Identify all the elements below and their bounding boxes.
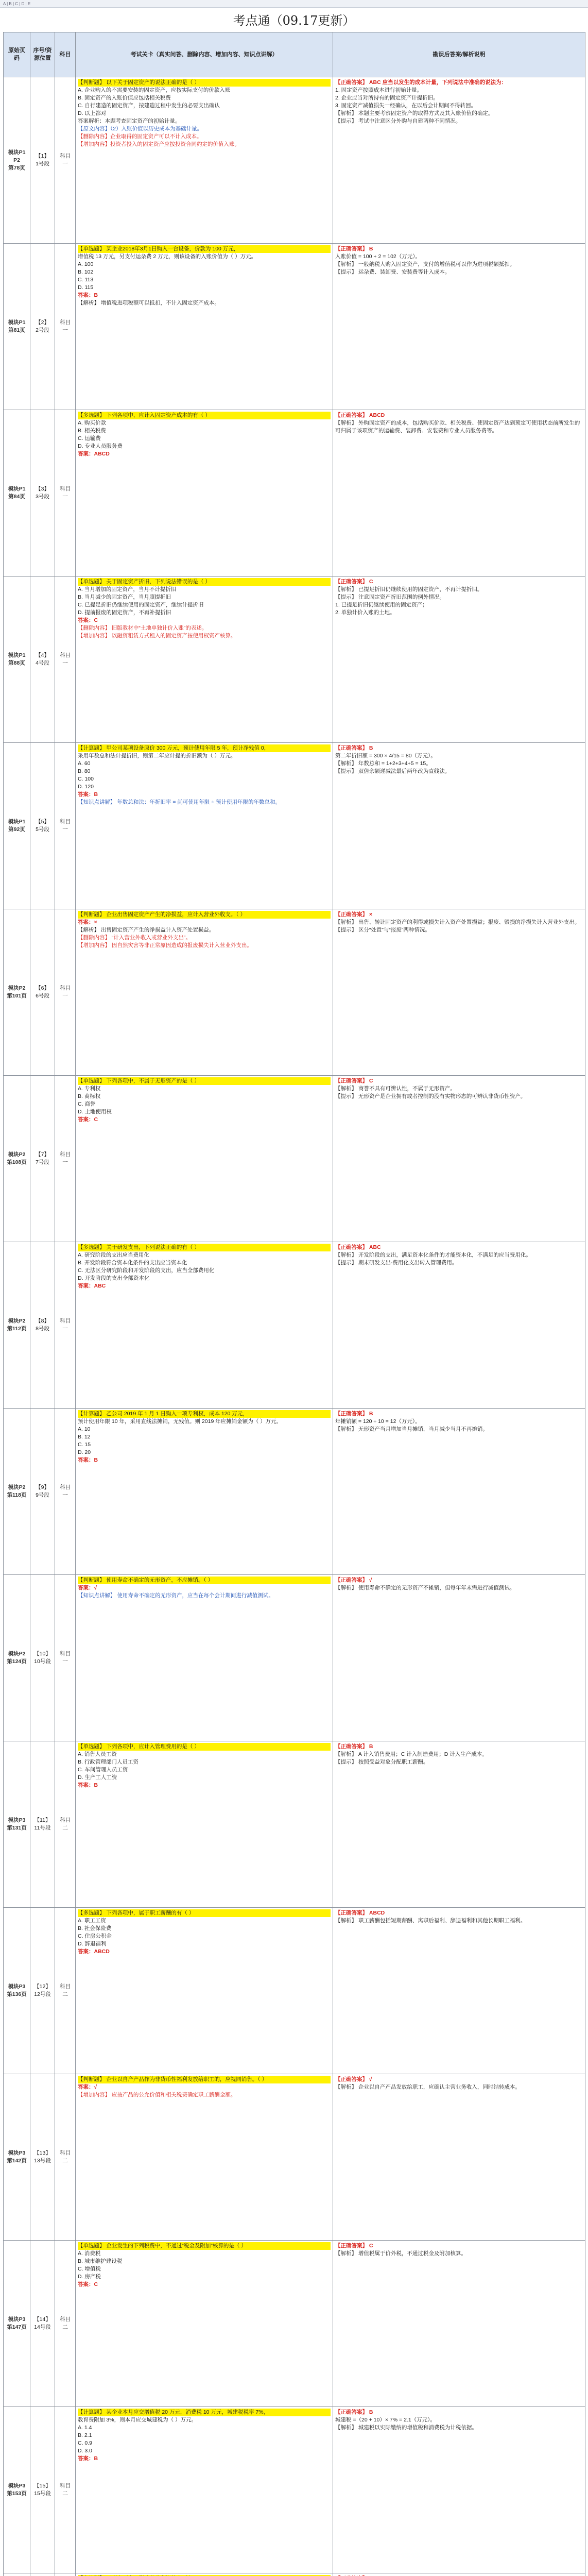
question-line: A. 60: [78, 760, 91, 767]
question-line: 【判断题】 使用寿命不确定的无形资产，不应摊销。（ ）: [78, 1577, 331, 1584]
cell-subject: [55, 2573, 76, 2576]
answer-line: 1. 固定资产按照成本进行初始计量。: [335, 87, 423, 93]
cell-answer: [333, 1242, 585, 1409]
answer-line: 【正确答案】 C: [335, 2243, 373, 2249]
answer-line: 【正确答案】 ABC: [335, 1244, 381, 1250]
question-line: 【单选题】 关于固定资产折旧，下列说法错误的是（ ）: [78, 578, 331, 586]
answer-line: 【正确答案】 C: [335, 579, 373, 585]
cell-source: [4, 2573, 30, 2576]
cell-source: 模块P1 P2 第78页: [4, 77, 30, 244]
answer-line: 【解析】 本题主要考察固定资产的取得方式及其入账价值的确定。: [335, 110, 494, 116]
answer-line: 【正确答案】 B: [335, 745, 373, 751]
question-line: B. 80: [78, 768, 91, 774]
question-line: 【单选题】 下列各项中，应计入管理费用的是（ ）: [78, 1743, 331, 1751]
question-line: C. 113: [78, 277, 94, 283]
answer-line: 【解析】 开发阶段的支出，满足资本化条件的才能资本化，不满足的应当费用化。: [335, 1252, 531, 1258]
cell-subject: 科目一: [55, 410, 76, 577]
answer-line: 【解析】 无形资产当月增加当月摊销，当月减少当月不再摊销。: [335, 1426, 488, 1432]
question-line: 【多选题】 下列各项中，应计入固定资产成本的有（ ）: [78, 412, 331, 419]
question-line: C. 增值税: [78, 2266, 101, 2272]
question-line: C. 商誉: [78, 1101, 96, 1107]
table-row: [4, 1908, 585, 2074]
answer-line: 【正确答案】 ABC 应当以发生的成本计量，下列说法中准确的说法为：: [335, 79, 507, 86]
question-line: 【增加内容】 应按产品的公允价值和相关税费确定职工薪酬金额。: [78, 2092, 236, 2098]
cell-question: [76, 410, 333, 577]
answer-line: 【提示】 按照受益对象分配职工薪酬。: [335, 1759, 429, 1765]
cell-answer: [333, 2407, 585, 2573]
answer-line: 1. 已提足折旧仍继续使用的固定资产；: [335, 602, 428, 608]
question-line: D. 3.0: [78, 2448, 93, 2454]
question-line: A. 当月增加的固定资产，当月不计提折旧: [78, 586, 177, 592]
question-line: 【解析】 增值税进项税额可以抵扣，不计入固定资产成本。: [78, 300, 220, 306]
cell-source: 模块P2 第118页: [4, 1409, 30, 1575]
answer-line: 【解析】 一般纳税人购入固定资产，支付的增值税可以作为进项税额抵扣。: [335, 261, 515, 267]
cell-source: 模块P3 第136页: [4, 1908, 30, 2074]
question-line: 答案：C: [78, 617, 98, 623]
cell-sequence: 【13】 13号段: [30, 2074, 55, 2241]
question-line: 【增加内容】投资者投入的固定资产应按投资合同约定的价值入账。: [78, 141, 240, 147]
question-line: 【判断题】 企业出售固定资产产生的净损益，应计入营业外收支。（ ）: [78, 911, 331, 919]
table-row: [4, 577, 585, 743]
question-line: B. 当月减少的固定资产，当月照提折旧: [78, 594, 171, 600]
cell-sequence: 【11】 11号段: [30, 1741, 55, 1908]
answer-line: 【正确答案】 B: [335, 1411, 373, 1417]
cell-subject: 科目一: [55, 1242, 76, 1409]
cell-source: 模块P2 第124页: [4, 1575, 30, 1741]
question-line: 【多选题】 关于研发支出，下列说法正确的有（ ）: [78, 1244, 331, 1251]
answer-line: 【解析】 年数总和 = 1+2+3+4+5 = 15。: [335, 760, 431, 767]
answer-line: 【正确答案】 ABCD: [335, 412, 385, 418]
cell-sequence: 【5】 5号段: [30, 743, 55, 909]
cell-sequence: 【6】 6号段: [30, 909, 55, 1076]
cell-answer: [333, 743, 585, 909]
question-line: C. 15: [78, 1442, 91, 1448]
cell-question: [76, 244, 333, 410]
question-line: D. 土地使用权: [78, 1109, 112, 1115]
answer-line: 【解析】 商誉不具有可辨认性，不属于无形资产。: [335, 1086, 456, 1092]
table-row: [4, 1409, 585, 1575]
question-line: 答案：×: [78, 919, 97, 925]
question-line: B. 固定资产的入账价值应包括相关税费: [78, 95, 171, 101]
cell-answer: [333, 2074, 585, 2241]
question-line: 【计算题】 某企业本月应交增值税 20 万元，消费税 10 万元，城建税税率 7%，: [78, 2409, 331, 2416]
question-line: D. 115: [78, 284, 94, 291]
answer-line: 【解析】 企业以自产产品发放给职工，应确认主营业务收入，同时结转成本。: [335, 2084, 521, 2090]
question-line: A. 购买价款: [78, 420, 106, 426]
cell-sequence: 【2】 2号段: [30, 244, 55, 410]
answer-line: 【提示】 双倍余额递减法最后两年改为直线法。: [335, 768, 451, 774]
question-line: A. 研究阶段的支出应当费用化: [78, 1252, 149, 1258]
answer-line: 年摊销额 = 120 ÷ 10 = 12（万元）。: [335, 1418, 421, 1425]
answer-line: 【解析】 使用寿命不确定的无形资产不摊销，但每年年末需进行减值测试。: [335, 1585, 515, 1591]
table-row: [4, 2241, 585, 2407]
question-line: 【单选题】 企业发生的下列税费中，不通过“税金及附加”核算的是（ ）: [78, 2242, 331, 2250]
question-line: 答案：C: [78, 1116, 98, 1123]
question-line: B. 相关税费: [78, 428, 106, 434]
answer-line: 【提示】 期末研发支出-费用化支出转入管理费用。: [335, 1260, 458, 1266]
cell-subject: 科目二: [55, 2241, 76, 2407]
question-line: C. 运输费: [78, 435, 101, 442]
cell-subject: 科目二: [55, 2074, 76, 2241]
cell-answer: [333, 77, 585, 244]
question-line: 【删除内容】企业取得的固定资产可以不计入成本。: [78, 133, 202, 140]
cell-source: 模块P3 第153页: [4, 2407, 30, 2573]
answer-line: 城建税 =（20 + 10）× 7% = 2.1（万元）。: [335, 2417, 436, 2423]
question-line: C. 车间管理人员工资: [78, 1767, 128, 1773]
question-line: 答案：B: [78, 292, 98, 298]
question-line: C. 0.9: [78, 2440, 93, 2446]
question-line: D. 房产税: [78, 2274, 101, 2280]
answer-line: 【解析】 外购固定资产的成本，包括购买价款、相关税费、使固定资产达到预定可使用状态前所发生的可归属于该项资产的运输费、装卸费、安装费和专业人员服务费等。: [335, 420, 580, 434]
question-line: 答案：√: [78, 2084, 97, 2090]
cell-question: [76, 1242, 333, 1409]
cell-subject: 科目一: [55, 244, 76, 410]
cell-question: [76, 1908, 333, 2074]
cell-subject: 科目一: [55, 1076, 76, 1242]
question-line: 【计算题】 乙公司 2019 年 1 月 1 日购入一项专利权，成本 120 万元，: [78, 1410, 331, 1418]
table-row: [4, 244, 585, 410]
question-line: B. 2.1: [78, 2432, 92, 2438]
table-row: [4, 1076, 585, 1242]
cell-subject: 科目二: [55, 2407, 76, 2573]
question-line: 【计算题】 甲公司某项设备原价 300 万元，预计使用年限 5 年，预计净残值 0，: [78, 744, 331, 752]
question-line: 答案：ABCD: [78, 451, 110, 457]
table-row: [4, 1575, 585, 1741]
question-line: D. 120: [78, 784, 94, 790]
question-line: D. 以上都对: [78, 110, 107, 116]
cell-question: [76, 2573, 333, 2576]
cell-subject: 科目一: [55, 1575, 76, 1741]
question-line: C. 住房公积金: [78, 1933, 112, 1939]
question-line: 答案：B: [78, 1457, 98, 1463]
ruler-text: A | B | C | D | E: [3, 1, 31, 6]
table-row: [4, 77, 585, 244]
cell-answer: [333, 1908, 585, 2074]
column-ruler: [0, 0, 588, 8]
cell-source: 模块P3 第142页: [4, 2074, 30, 2241]
question-line: 采用年数总和法计提折旧，则第二年应计提的折旧额为（ ）万元。: [78, 753, 236, 759]
question-line: A. 消费税: [78, 2250, 101, 2257]
question-line: A. 100: [78, 261, 94, 267]
question-line: 答案：B: [78, 1782, 98, 1788]
cell-question: [76, 743, 333, 909]
cell-question: [76, 2241, 333, 2407]
question-line: A. 专利权: [78, 1086, 101, 1092]
cell-sequence: 【4】 4号段: [30, 577, 55, 743]
question-line: B. 开发阶段符合资本化条件的支出应当资本化: [78, 1260, 187, 1266]
question-line: 【知识点讲解】 使用寿命不确定的无形资产，应当在每个会计期间进行减值测试。: [78, 1592, 274, 1599]
cell-answer: [333, 909, 585, 1076]
answer-line: 3. 固定资产减值损失一经确认，在以后会计期间不得转回。: [335, 103, 477, 109]
cell-subject: 科目一: [55, 577, 76, 743]
header-source: 原始页码: [4, 32, 30, 77]
cell-question: [76, 2074, 333, 2241]
cell-question: [76, 1575, 333, 1741]
header-question: 考试关卡（真实问答、删除内容、增加内容、知识点讲解）: [76, 32, 333, 77]
cell-sequence: 【14】 14号段: [30, 2241, 55, 2407]
cell-answer: [333, 1076, 585, 1242]
table-row: [4, 1741, 585, 1908]
cell-sequence: 【7】 7号段: [30, 1076, 55, 1242]
question-line: A. 销售人员工资: [78, 1751, 117, 1757]
answer-line: 【解析】 出售、转让固定资产的利得或损失计入资产处置损益；报废、毁损的净损失计入营业外支出。: [335, 919, 580, 925]
cell-sequence: 【12】 12号段: [30, 1908, 55, 2074]
question-line: C. 100: [78, 776, 94, 782]
cell-subject: 科目二: [55, 1741, 76, 1908]
question-line: D. 辞退福利: [78, 1941, 107, 1947]
question-line: 教育费附加 3%，则本月应交城建税为（ ）万元。: [78, 2417, 197, 2423]
table-row: [4, 2074, 585, 2241]
cell-sequence: [30, 2573, 55, 2576]
question-line: 【单选题】 某企业2018年3月1日购入一台设备，价款为 100 万元，: [78, 245, 331, 253]
table-row: [4, 2573, 585, 2576]
cell-answer: [333, 1409, 585, 1575]
cell-source: 模块P2 第101页: [4, 909, 30, 1076]
cell-question: [76, 1409, 333, 1575]
question-line: A. 1.4: [78, 2425, 92, 2431]
cell-subject: 科目一: [55, 1409, 76, 1575]
answer-line: 【提示】 注意固定资产折旧范围的例外情况。: [335, 594, 445, 600]
table-row: [4, 410, 585, 577]
question-line: 【判断题】 以下关于固定资产的说法正确的是（ ）: [78, 79, 331, 87]
table-row: [4, 909, 585, 1076]
question-line: 【多选题】 下列各项中，属于职工薪酬的有（ ）: [78, 1909, 331, 1917]
cell-source: 模块P1 第92页: [4, 743, 30, 909]
cell-question: [76, 909, 333, 1076]
question-line: D. 生产工人工资: [78, 1774, 117, 1781]
cell-sequence: 【10】 10号段: [30, 1575, 55, 1741]
cell-source: 模块P2 第112页: [4, 1242, 30, 1409]
header-sequence: 序号/资源位置: [30, 32, 55, 77]
cell-sequence: 【8】 8号段: [30, 1242, 55, 1409]
cell-subject: 科目一: [55, 77, 76, 244]
qa-table: [3, 32, 585, 2576]
cell-source: 模块P1 第84页: [4, 410, 30, 577]
cell-source: 模块P2 第108页: [4, 1076, 30, 1242]
table-row: [4, 1242, 585, 1409]
question-line: A. 10: [78, 1426, 91, 1432]
question-line: B. 102: [78, 269, 94, 275]
answer-line: 【正确答案】 B: [335, 1743, 373, 1750]
question-line: 增值税 13 万元，另支付运杂费 2 万元，则该设备的入账价值为（ ）万元。: [78, 253, 257, 260]
question-line: 【删除内容】 旧版教材中“土地单独计价入账”的表述。: [78, 625, 207, 631]
cell-sequence: 【15】 15号段: [30, 2407, 55, 2573]
table-body: [4, 77, 585, 2576]
question-line: D. 开发阶段的支出全部资本化: [78, 1275, 150, 1281]
cell-subject: 科目二: [55, 1908, 76, 2074]
header-answer: 勘误后答案/解析说明: [333, 32, 585, 77]
question-line: B. 商标权: [78, 1093, 101, 1099]
cell-answer: [333, 1741, 585, 1908]
answer-line: 【正确答案】 ABCD: [335, 1910, 385, 1916]
cell-sequence: 【1】 1号段: [30, 77, 55, 244]
question-line: 答案：B: [78, 2455, 98, 2462]
cell-source: 模块P3 第131页: [4, 1741, 30, 1908]
cell-answer: [333, 577, 585, 743]
question-line: C. 自行建造的固定资产，按建造过程中发生的必要支出确认: [78, 103, 220, 109]
question-line: 答案解析：本题考查固定资产的初始计量。: [78, 118, 181, 124]
page-title: 考点通（09.17更新）: [233, 13, 355, 28]
question-line: D. 专业人员服务费: [78, 443, 123, 449]
answer-line: 入账价值 = 100 + 2 = 102（万元）。: [335, 253, 421, 260]
answer-line: 【提示】 考试中注意区分外购与自建两种不同情况。: [335, 118, 461, 124]
question-line: 预计使用年限 10 年，采用直线法摊销，无残值。则 2019 年应摊销金额为（ ）万元。: [78, 1418, 282, 1425]
question-line: 【原文内容】（2）入账价值以历史成本为基础计量。: [78, 126, 203, 132]
cell-answer: [333, 2573, 585, 2576]
cell-subject: 科目一: [55, 743, 76, 909]
answer-line: 【提示】 无形资产是企业拥有或者控制的没有实物形态的可辨认非货币性资产。: [335, 1093, 526, 1099]
cell-question: [76, 2407, 333, 2573]
question-line: B. 城市维护建设税: [78, 2258, 123, 2264]
cell-sequence: 【3】 3号段: [30, 410, 55, 577]
question-line: B. 行政管理部门人员工资: [78, 1759, 139, 1765]
question-line: D. 20: [78, 1449, 91, 1455]
question-line: B. 12: [78, 1434, 91, 1440]
answer-line: 【提示】 区分“处置”与“报废”两种情况。: [335, 927, 430, 933]
question-line: 答案：ABCD: [78, 1948, 110, 1955]
answer-line: 2. 单独计价入账的土地。: [335, 609, 395, 616]
question-line: C. 无法区分研究阶段和开发阶段的支出，应当全部费用化: [78, 1267, 215, 1274]
cell-answer: [333, 244, 585, 410]
question-line: B. 社会保险费: [78, 1925, 112, 1931]
question-line: 【增加内容】 因自然灾害等非正常原因造成的报废损失计入营业外支出。: [78, 942, 252, 948]
question-line: A. 企业购入的不需要安装的固定资产，应按实际支付的价款入账: [78, 87, 231, 93]
cell-sequence: 【9】 9号段: [30, 1409, 55, 1575]
cell-source: 模块P1 第81页: [4, 244, 30, 410]
question-line: 【知识点讲解】 年数总和法：年折旧率 = 尚可使用年限 ÷ 预计使用年限的年数总和。: [78, 799, 281, 805]
cell-answer: [333, 2241, 585, 2407]
question-line: 【单选题】 下列各项中，不属于无形资产的是（ ）: [78, 1077, 331, 1085]
answer-line: 【正确答案】 B: [335, 2409, 373, 2415]
answer-line: 【解析】 A 计入销售费用；C 计入制造费用；D 计入生产成本。: [335, 1751, 488, 1757]
answer-line: 【正确答案】 C: [335, 1078, 373, 1084]
question-line: C. 已提足折旧仍继续使用的固定资产，继续计提折旧: [78, 602, 204, 608]
question-line: 答案：C: [78, 2281, 98, 2287]
answer-line: 第二年折旧额 = 300 × 4/15 = 80（万元）。: [335, 753, 436, 759]
table-row: [4, 2407, 585, 2573]
question-line: 答案：B: [78, 791, 98, 798]
cell-question: [76, 577, 333, 743]
answer-line: 2. 企业应当对所持有的固定资产计提折旧。: [335, 95, 439, 101]
answer-line: 【正确答案】 √: [335, 2076, 372, 2082]
answer-line: 【正确答案】 ×: [335, 911, 373, 918]
cell-source: 模块P3 第147页: [4, 2241, 30, 2407]
answer-line: 【正确答案】 B: [335, 246, 373, 252]
cell-subject: 科目一: [55, 909, 76, 1076]
answer-line: 【解析】 已提足折旧仍继续使用的固定资产，不再计提折旧。: [335, 586, 483, 592]
header-subject: 科目: [55, 32, 76, 77]
question-line: 【删除内容】 “计入营业外收入或营业外支出”。: [78, 935, 191, 941]
question-line: 答案：√: [78, 1585, 97, 1591]
question-line: 答案：ABC: [78, 1283, 106, 1289]
answer-line: 【解析】 城建税以实际缴纳的增值税和消费税为计税依据。: [335, 2425, 477, 2431]
question-line: 【判断题】 企业以自产产品作为非货币性福利发放给职工的，应视同销售。（ ）: [78, 2076, 331, 2083]
table-row: [4, 743, 585, 909]
question-line: A. 职工工资: [78, 1918, 106, 1924]
cell-question: [76, 77, 333, 244]
answer-line: 【提示】 运杂费、装卸费、安装费等计入成本。: [335, 269, 451, 275]
question-line: 【解析】 出售固定资产产生的净损益计入资产处置损益。: [78, 927, 215, 933]
cell-source: 模块P1 第88页: [4, 577, 30, 743]
answer-line: 【解析】 增值税属于价外税，不通过税金及附加核算。: [335, 2250, 466, 2257]
answer-line: 【正确答案】 √: [335, 1577, 372, 1583]
question-line: D. 提前报废的固定资产，不再补提折旧: [78, 609, 171, 616]
question-line: 【增加内容】 以融资租赁方式租入的固定资产按使用权资产核算。: [78, 633, 236, 639]
cell-answer: [333, 410, 585, 577]
cell-answer: [333, 1575, 585, 1741]
answer-line: 【解析】 职工薪酬包括短期薪酬、离职后福利、辞退福利和其他长期职工福利。: [335, 1918, 526, 1924]
cell-question: [76, 1741, 333, 1908]
cell-question: [76, 1076, 333, 1242]
header-row: [4, 32, 585, 77]
